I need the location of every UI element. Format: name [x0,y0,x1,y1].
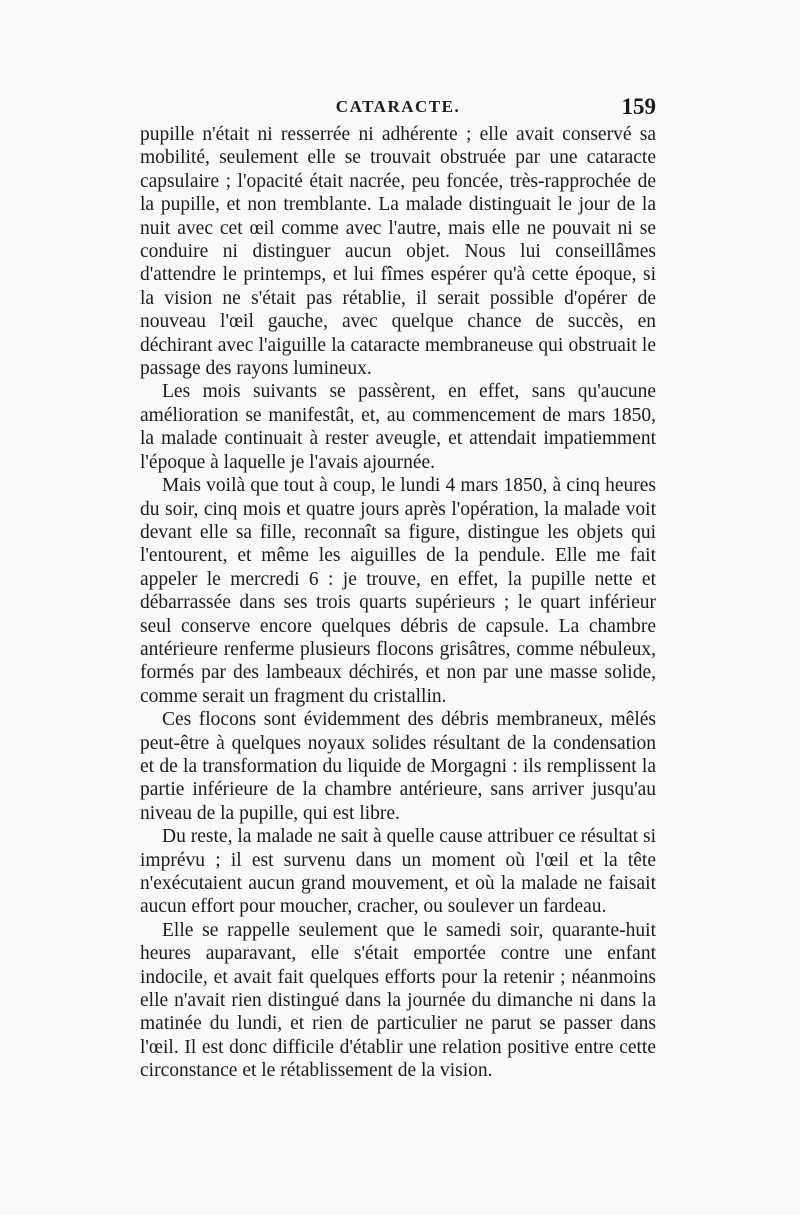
paragraph: Ces flocons sont évidemment des débris membraneux, mêlés peut-être à quelques noyaux solides résultant de la condensation et de la transformation du liquide de Morgagni : ils remplissent la partie inférieure de la chambre antérieure, sans arriver jusqu'au niveau de la pupille, qui est libre. [140,709,656,824]
running-head [140,92,656,122]
paragraph: Mais voilà que tout à coup, le lundi 4 mars 1850, à cinq heures du soir, cinq mois et quatre jours après l'opération, la malade voit devant elle sa fille, reconnaît sa figure, distingue les objets qui l'entourent, et même les aiguilles de la pendule. Elle me fait appeler le mercredi 6 : je trouve, en effet, la pupille nette et débarrassée dans ses trois quarts supérieurs ; le quart inférieur seul conserve encore quelques débris de capsule. La chambre antérieure renferme plusieurs flocons grisâtres, comme nébuleux, formés par des lambeaux déchirés, et non par une masse solide, comme serait un fragment du cristallin. [140,475,656,707]
page-number: 159 [621,94,656,119]
paragraph-continued: pupille n'était ni resserrée ni adhérente ; elle avait conservé sa mobilité, seulement elle se trouvait obstruée par une cataracte capsulaire ; l'opacité était nacrée, peu foncée, très-rapprochée de la pupille, et non tremblante. La malade distinguait le jour de la nuit avec cet œil comme avec l'autre, mais elle ne pouvait ni se conduire ni distinguer aucun objet. Nous lui conseillâmes d'attendre le printemps, et lui fîmes espérer qu'à cette époque, si la vision ne s'était pas rétablie, il serait possible d'opérer de nouveau l'œil gauche, avec quelque chance de succès, en déchirant avec l'aiguille la cataracte membraneuse qui obstruait le passage des rayons lumineux. [140,124,656,380]
body-text [140,123,656,1083]
paragraph: Les mois suivants se passèrent, en effet, sans qu'aucune amélioration se manifestât, et, au commencement de mars 1850, la malade continuait à rester aveugle, et attendait impatiemment l'époque à laquelle je l'avais ajournée. [140,381,656,473]
paragraph: Du reste, la malade ne sait à quelle cause attribuer ce résultat si imprévu ; il est survenu dans un moment où l'œil et la tête n'exécutaient aucun grand mouvement, et où la malade ne faisait aucun effort pour moucher, cracher, ou soulever un fardeau. [140,826,656,918]
running-title: CATARACTE. [335,97,461,116]
paragraph: Elle se rappelle seulement que le samedi soir, quarante-huit heures auparavant, elle s'était emportée contre une enfant indocile, et avait fait quelques efforts pour la retenir ; néanmoins elle n'avait rien distingué dans la journée du dimanche ni dans la matinée du lundi, et rien de particulier ne parut se passer dans l'œil. Il est donc difficile d'établir une relation positive entre cette circonstance et le rétablissement de la vision. [140,919,656,1082]
